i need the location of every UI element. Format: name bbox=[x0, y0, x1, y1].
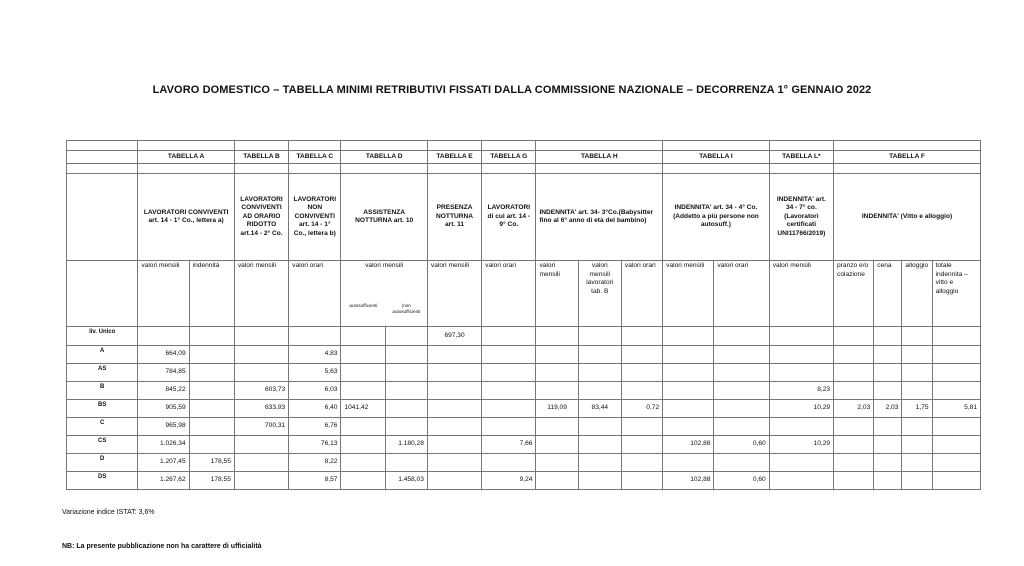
value-cell-f1: 2,03 bbox=[834, 400, 874, 418]
value-cell-b: 700,31 bbox=[234, 418, 288, 436]
value-cell-i1 bbox=[663, 454, 714, 472]
sub-a-indennita: indennità bbox=[189, 261, 234, 327]
value-cell-a2 bbox=[189, 400, 234, 418]
value-cell-f3 bbox=[902, 327, 932, 346]
value-cell-e bbox=[427, 472, 481, 490]
sub-a-valori-mensili: valori mensili bbox=[138, 261, 189, 327]
value-cell-f1 bbox=[834, 454, 874, 472]
value-cell-i2: 0,60 bbox=[714, 472, 769, 490]
value-cell-f2 bbox=[874, 346, 902, 364]
value-cell-f2: 2,03 bbox=[874, 400, 902, 418]
value-cell-g: 9,24 bbox=[482, 472, 536, 490]
value-cell-b: 633,93 bbox=[234, 400, 288, 418]
value-cell-e bbox=[427, 346, 481, 364]
value-cell-l bbox=[769, 346, 833, 364]
value-cell-f4 bbox=[932, 346, 980, 364]
value-cell-f4 bbox=[932, 472, 980, 490]
value-cell-d1 bbox=[341, 346, 385, 364]
value-cell-i1 bbox=[663, 364, 714, 382]
value-cell-l: 10,29 bbox=[769, 400, 833, 418]
table-l-label: TABELLA L* bbox=[769, 151, 833, 164]
value-cell-d2 bbox=[385, 400, 427, 418]
value-cell-c bbox=[289, 327, 341, 346]
value-cell-f3 bbox=[902, 436, 932, 454]
value-cell-d1: 1041,42 bbox=[341, 400, 385, 418]
value-cell-h2 bbox=[578, 454, 621, 472]
value-cell-d1 bbox=[341, 382, 385, 400]
value-cell-l bbox=[769, 418, 833, 436]
value-cell-h2 bbox=[578, 382, 621, 400]
level-cell: A bbox=[67, 346, 138, 364]
value-cell-d2 bbox=[385, 364, 427, 382]
sub-h-valori-mensili: valori mensili bbox=[536, 261, 578, 327]
sub-h-valori-orari: valori orari bbox=[621, 261, 662, 327]
spacer-row bbox=[67, 141, 981, 151]
value-cell-l bbox=[769, 327, 833, 346]
value-cell-i2 bbox=[714, 327, 769, 346]
value-cell-f1 bbox=[834, 364, 874, 382]
value-cell-f2 bbox=[874, 472, 902, 490]
value-cell-c: 6,76 bbox=[289, 418, 341, 436]
value-cell-d2 bbox=[385, 346, 427, 364]
table-row bbox=[67, 364, 981, 382]
value-cell-f3: 1,75 bbox=[902, 400, 932, 418]
value-cell-d2: 1.458,03 bbox=[385, 472, 427, 490]
sub-d-label: valori mensili bbox=[365, 262, 404, 269]
value-cell-i1 bbox=[663, 382, 714, 400]
value-cell-h1 bbox=[536, 418, 578, 436]
desc-c: LAVORATORI NON CONVIVENTI art. 14 - 1° Co., lettera b) bbox=[289, 174, 341, 261]
value-cell-f4: 5,81 bbox=[932, 400, 980, 418]
value-cell-a1 bbox=[138, 327, 189, 346]
value-cell-h3 bbox=[621, 364, 662, 382]
value-cell-f2 bbox=[874, 364, 902, 382]
value-cell-a1: 1.267,62 bbox=[138, 472, 189, 490]
table-b-label: TABELLA B bbox=[234, 151, 288, 164]
sub-f-alloggio: alloggio bbox=[902, 261, 932, 327]
value-cell-f1 bbox=[834, 418, 874, 436]
table-row bbox=[67, 418, 981, 436]
value-cell-h2 bbox=[578, 364, 621, 382]
desc-b: LAVORATORI CONVIVENTI AD ORARIO RIDOTTO art.14 - 2° Co. bbox=[234, 174, 288, 261]
desc-g: LAVORATORI di cui art. 14 - 9° Co. bbox=[482, 174, 536, 261]
sub-d-valori-mensili bbox=[341, 261, 427, 327]
value-cell-g bbox=[482, 346, 536, 364]
level-cell: BS bbox=[67, 400, 138, 418]
value-cell-i1 bbox=[663, 327, 714, 346]
value-cell-h2 bbox=[578, 436, 621, 454]
value-cell-h3 bbox=[621, 346, 662, 364]
value-cell-c: 6,40 bbox=[289, 400, 341, 418]
value-cell-b bbox=[234, 436, 288, 454]
table-a-label: TABELLA A bbox=[138, 151, 235, 164]
value-cell-c: 5,63 bbox=[289, 364, 341, 382]
value-cell-h1 bbox=[536, 454, 578, 472]
sub-d-autosufficienti: autosufficienti bbox=[349, 303, 378, 308]
value-cell-e bbox=[427, 418, 481, 436]
istat-note: Variazione indice ISTAT: 3,6% bbox=[62, 509, 155, 516]
value-cell-a1: 845,22 bbox=[138, 382, 189, 400]
sub-g-valori-orari: valori orari bbox=[482, 261, 536, 327]
value-cell-b: 603,73 bbox=[234, 382, 288, 400]
value-cell-l: 8,23 bbox=[769, 382, 833, 400]
level-cell: liv. Unico bbox=[67, 327, 138, 346]
value-cell-a1: 1.207,45 bbox=[138, 454, 189, 472]
spacer-row bbox=[67, 164, 981, 174]
value-cell-d1 bbox=[341, 436, 385, 454]
value-cell-e bbox=[427, 364, 481, 382]
value-cell-h3 bbox=[621, 418, 662, 436]
value-cell-f3 bbox=[902, 364, 932, 382]
value-cell-f2 bbox=[874, 418, 902, 436]
value-cell-b bbox=[234, 472, 288, 490]
value-cell-a1: 965,98 bbox=[138, 418, 189, 436]
table-row bbox=[67, 382, 981, 400]
value-cell-d1 bbox=[341, 454, 385, 472]
value-cell-g bbox=[482, 327, 536, 346]
sub-b-valori-mensili: valori mensili bbox=[234, 261, 288, 327]
value-cell-f1 bbox=[834, 346, 874, 364]
value-cell-a2 bbox=[189, 418, 234, 436]
table-row bbox=[67, 400, 981, 418]
table-row bbox=[67, 346, 981, 364]
level-cell: AS bbox=[67, 364, 138, 382]
value-cell-h1: 119,09 bbox=[536, 400, 578, 418]
value-cell-e: 697,30 bbox=[427, 327, 481, 346]
value-cell-h2 bbox=[578, 472, 621, 490]
value-cell-a2 bbox=[189, 327, 234, 346]
value-cell-i2 bbox=[714, 454, 769, 472]
value-cell-h1 bbox=[536, 472, 578, 490]
sub-f-totale: totale indennita – vitto e alloggio bbox=[932, 261, 980, 327]
value-cell-i1: 102,88 bbox=[663, 436, 714, 454]
value-cell-e bbox=[427, 382, 481, 400]
value-cell-e bbox=[427, 454, 481, 472]
value-cell-f3 bbox=[902, 454, 932, 472]
level-cell: CS bbox=[67, 436, 138, 454]
value-cell-b bbox=[234, 364, 288, 382]
value-cell-d2 bbox=[385, 382, 427, 400]
desc-e: PRESENZA NOTTURNA art. 11 bbox=[427, 174, 481, 261]
value-cell-h2 bbox=[578, 327, 621, 346]
value-cell-f2 bbox=[874, 436, 902, 454]
value-cell-g bbox=[482, 454, 536, 472]
value-cell-b bbox=[234, 327, 288, 346]
value-cell-d2 bbox=[385, 418, 427, 436]
value-cell-i2 bbox=[714, 400, 769, 418]
value-cell-h3 bbox=[621, 327, 662, 346]
value-cell-a1: 664,09 bbox=[138, 346, 189, 364]
value-cell-h1 bbox=[536, 382, 578, 400]
minimi-retributivi-table bbox=[66, 140, 981, 490]
table-h-label: TABELLA H bbox=[536, 151, 663, 164]
value-cell-l bbox=[769, 364, 833, 382]
value-cell-h2: 83,44 bbox=[578, 400, 621, 418]
sub-c-valori-orari: valori orari bbox=[289, 261, 341, 327]
value-cell-i2 bbox=[714, 418, 769, 436]
desc-a: LAVORATORI CONVIVENTI art. 14 - 1° Co., lettera a) bbox=[138, 174, 235, 261]
value-cell-i1: 102,88 bbox=[663, 472, 714, 490]
value-cell-l bbox=[769, 454, 833, 472]
table-row bbox=[67, 436, 981, 454]
sub-i-valori-mensili: valori mensili bbox=[663, 261, 714, 327]
desc-l: INDENNITA' art. 34 - 7° co. (Lavoratori certificati UNI11766/2019) bbox=[769, 174, 833, 261]
table-row bbox=[67, 327, 981, 346]
desc-h: INDENNITA' art. 34- 3°Co.(Babysitter fino al 6° anno di età del bambino) bbox=[536, 174, 663, 261]
value-cell-i2 bbox=[714, 382, 769, 400]
value-cell-b bbox=[234, 346, 288, 364]
table-row bbox=[67, 454, 981, 472]
value-cell-f2 bbox=[874, 327, 902, 346]
subheaders-row bbox=[67, 261, 981, 327]
value-cell-d1 bbox=[341, 472, 385, 490]
value-cell-h3: 0,72 bbox=[621, 400, 662, 418]
value-cell-f1 bbox=[834, 436, 874, 454]
level-cell: C bbox=[67, 418, 138, 436]
value-cell-a2 bbox=[189, 364, 234, 382]
value-cell-f4 bbox=[932, 364, 980, 382]
value-cell-c: 4,83 bbox=[289, 346, 341, 364]
value-cell-a2 bbox=[189, 346, 234, 364]
value-cell-f1 bbox=[834, 472, 874, 490]
value-cell-a1: 784,85 bbox=[138, 364, 189, 382]
value-cell-l bbox=[769, 472, 833, 490]
table-f-label: TABELLA F bbox=[834, 151, 981, 164]
value-cell-g: 7,66 bbox=[482, 436, 536, 454]
sub-e-valori-mensili: valori mensili bbox=[427, 261, 481, 327]
value-cell-f4 bbox=[932, 436, 980, 454]
value-cell-c: 8,22 bbox=[289, 454, 341, 472]
desc-d: ASSISTENZA NOTTURNA art. 10 bbox=[341, 174, 427, 261]
value-cell-g bbox=[482, 400, 536, 418]
value-cell-i1 bbox=[663, 418, 714, 436]
value-cell-l: 10,29 bbox=[769, 436, 833, 454]
sub-i-valori-orari: valori orari bbox=[714, 261, 769, 327]
table-row bbox=[67, 472, 981, 490]
value-cell-h3 bbox=[621, 454, 662, 472]
table-g-label: TABELLA G bbox=[482, 151, 536, 164]
value-cell-f3 bbox=[902, 472, 932, 490]
sub-f-cena: cena bbox=[874, 261, 902, 327]
level-cell: B bbox=[67, 382, 138, 400]
desc-f: INDENNITA' (Vitto e alloggio) bbox=[834, 174, 981, 261]
sub-h-valori-mensili-tab-b: valori mensili lavoratori tab. B bbox=[578, 261, 621, 327]
sub-l-valori-mensili: valori mensili bbox=[769, 261, 833, 327]
value-cell-d2 bbox=[385, 454, 427, 472]
value-cell-h1 bbox=[536, 364, 578, 382]
value-cell-f4 bbox=[932, 454, 980, 472]
table-c-label: TABELLA C bbox=[289, 151, 341, 164]
value-cell-e bbox=[427, 436, 481, 454]
value-cell-g bbox=[482, 418, 536, 436]
value-cell-b bbox=[234, 454, 288, 472]
value-cell-a2 bbox=[189, 436, 234, 454]
value-cell-i1 bbox=[663, 346, 714, 364]
value-cell-i2 bbox=[714, 346, 769, 364]
value-cell-a2: 178,55 bbox=[189, 454, 234, 472]
value-cell-a2: 178,55 bbox=[189, 472, 234, 490]
value-cell-i2: 0,60 bbox=[714, 436, 769, 454]
value-cell-i2 bbox=[714, 364, 769, 382]
value-cell-d1 bbox=[341, 327, 385, 346]
page-title: LAVORO DOMESTICO – TABELLA MINIMI RETRIBUTIVI FISSATI DALLA COMMISSIONE NAZIONALE – DECORRENZA 1° GENNAIO 2022 bbox=[152, 84, 872, 96]
sub-d-non-autosufficienti: |non autosufficienti bbox=[392, 303, 421, 314]
value-cell-h3 bbox=[621, 382, 662, 400]
value-cell-g bbox=[482, 382, 536, 400]
value-cell-c: 6,03 bbox=[289, 382, 341, 400]
value-cell-f2 bbox=[874, 382, 902, 400]
level-cell: DS bbox=[67, 472, 138, 490]
descriptions-row bbox=[67, 174, 981, 261]
table-d-label: TABELLA D bbox=[341, 151, 427, 164]
value-cell-h1 bbox=[536, 346, 578, 364]
value-cell-h2 bbox=[578, 346, 621, 364]
value-cell-h2 bbox=[578, 418, 621, 436]
sub-f-pranzo: pranzo e/o colazione bbox=[834, 261, 874, 327]
nb-note: NB: La presente pubblicazione non ha carattere di ufficialità bbox=[62, 543, 262, 550]
level-cell: D bbox=[67, 454, 138, 472]
value-cell-h3 bbox=[621, 472, 662, 490]
table-names-row bbox=[67, 151, 981, 164]
value-cell-f3 bbox=[902, 418, 932, 436]
value-cell-d2: 1.180,28 bbox=[385, 436, 427, 454]
value-cell-f1 bbox=[834, 382, 874, 400]
value-cell-g bbox=[482, 364, 536, 382]
value-cell-h1 bbox=[536, 436, 578, 454]
table-i-label: TABELLA I bbox=[663, 151, 770, 164]
value-cell-e bbox=[427, 400, 481, 418]
value-cell-h3 bbox=[621, 436, 662, 454]
value-cell-f4 bbox=[932, 327, 980, 346]
value-cell-d2 bbox=[385, 327, 427, 346]
value-cell-h1 bbox=[536, 327, 578, 346]
value-cell-a1: 905,59 bbox=[138, 400, 189, 418]
value-cell-f4 bbox=[932, 418, 980, 436]
value-cell-f3 bbox=[902, 382, 932, 400]
value-cell-f3 bbox=[902, 346, 932, 364]
value-cell-c: 76,13 bbox=[289, 436, 341, 454]
value-cell-d1 bbox=[341, 418, 385, 436]
value-cell-f4 bbox=[932, 382, 980, 400]
value-cell-a1: 1.026,34 bbox=[138, 436, 189, 454]
table-e-label: TABELLA E bbox=[427, 151, 481, 164]
value-cell-c: 8,57 bbox=[289, 472, 341, 490]
data-rows bbox=[67, 327, 981, 490]
desc-i: INDENNITA' art. 34 - 4° Co. (Addetto a più persone non autosuff.) bbox=[663, 174, 770, 261]
value-cell-i1 bbox=[663, 400, 714, 418]
value-cell-d1 bbox=[341, 364, 385, 382]
value-cell-f2 bbox=[874, 454, 902, 472]
value-cell-f1 bbox=[834, 327, 874, 346]
value-cell-a2 bbox=[189, 382, 234, 400]
